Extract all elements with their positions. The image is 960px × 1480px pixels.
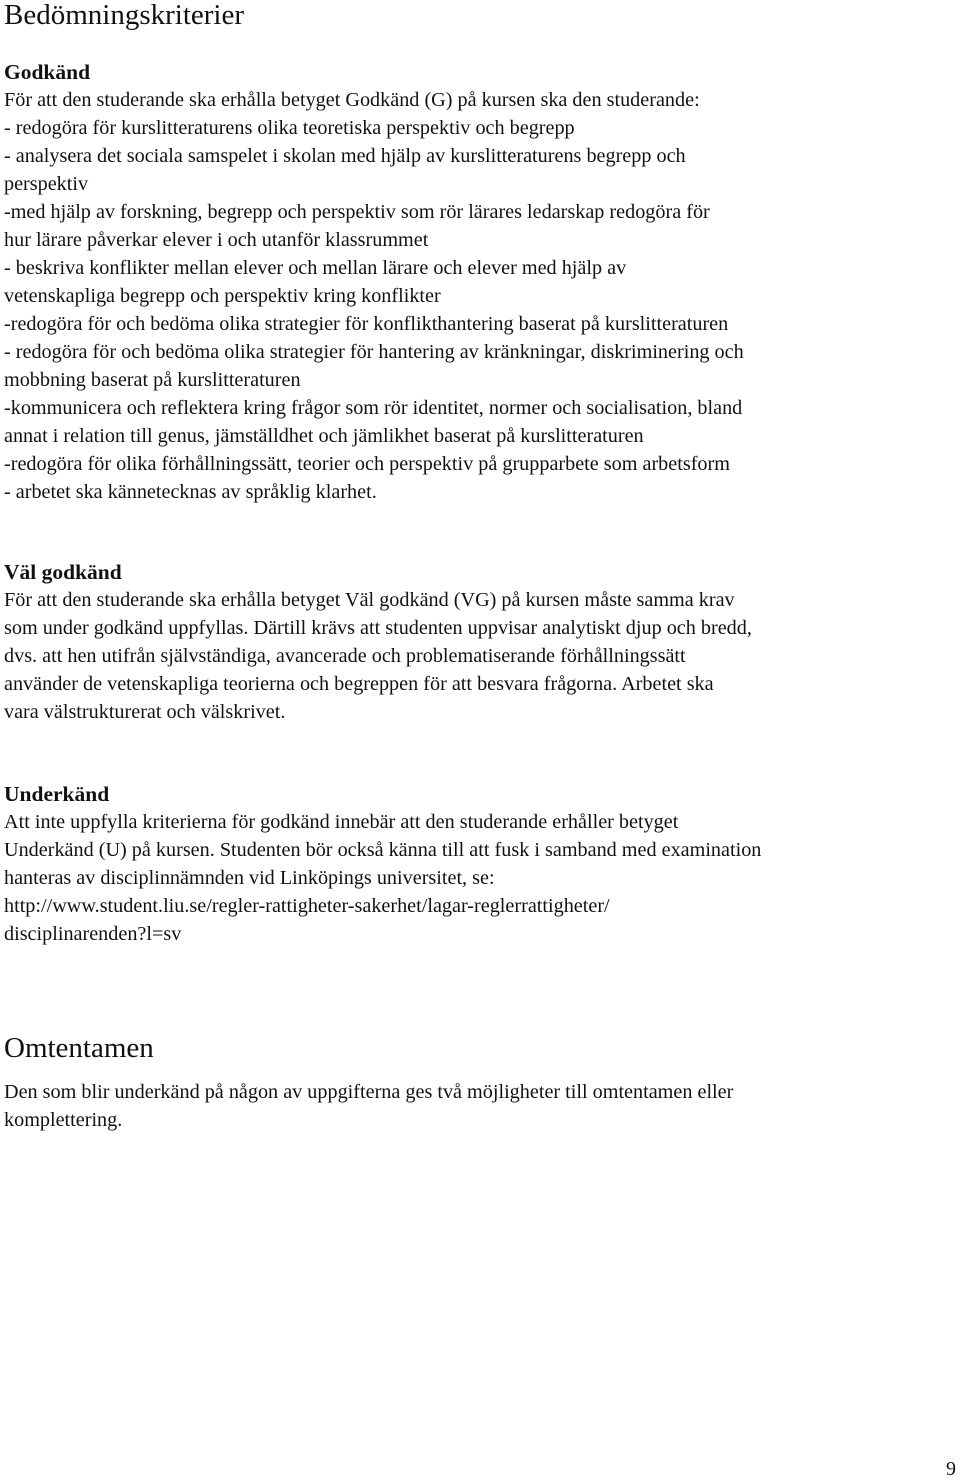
- text-line: hanteras av disciplinnämnden vid Linköpings universitet, se:: [4, 867, 495, 889]
- disciplinary-link[interactable]: http://www.student.liu.se/regler-rattigheter-sakerhet/lagar-reglerrattigheter/: [4, 895, 610, 917]
- text-line: -med hjälp av forskning, begrepp och perspektiv som rör lärares ledarskap redogöra för: [4, 201, 710, 223]
- text-line: som under godkänd uppfyllas. Därtill krävs att studenten uppvisar analytiskt djup och bredd,: [4, 617, 752, 639]
- text-line: - analysera det sociala samspelet i skolan med hjälp av kurslitteraturens begrepp och: [4, 145, 686, 167]
- text-line: -redogöra för och bedöma olika strategier för konflikthantering baserat på kurslitteraturen: [4, 313, 729, 335]
- text-line: vetenskapliga begrepp och perspektiv kring konflikter: [4, 285, 441, 307]
- omtentamen-heading: Omtentamen: [4, 1032, 154, 1064]
- disciplinary-link[interactable]: disciplinarenden?l=sv: [4, 923, 182, 945]
- text-line: Att inte uppfylla kriterierna för godkänd innebär att den studerande erhåller betyget: [4, 811, 679, 833]
- text-line: - beskriva konflikter mellan elever och mellan lärare och elever med hjälp av: [4, 257, 627, 279]
- text-line: Den som blir underkänd på någon av uppgifterna ges två möjligheter till omtentamen eller: [4, 1081, 734, 1103]
- text-line: För att den studerande ska erhålla betyget Godkänd (G) på kursen ska den studerande:: [4, 89, 700, 111]
- text-line: dvs. att hen utifrån självständiga, avancerade och problematiserande förhållningssätt: [4, 645, 686, 667]
- omtentamen-text: [4, 1078, 956, 1134]
- val-godkand-criteria: [4, 586, 956, 726]
- val-godkand-heading: Väl godkänd: [4, 560, 122, 584]
- underkand-heading: Underkänd: [4, 782, 110, 806]
- text-line: mobbning baserat på kurslitteraturen: [4, 369, 301, 391]
- text-line: - arbetet ska kännetecknas av språklig klarhet.: [4, 481, 377, 503]
- text-line: -redogöra för olika förhållningssätt, teorier och perspektiv på grupparbete som arbetsform: [4, 453, 730, 475]
- text-line: - redogöra för kurslitteraturens olika teoretiska perspektiv och begrepp: [4, 117, 575, 139]
- text-line: För att den studerande ska erhålla betyget Väl godkänd (VG) på kursen måste samma krav: [4, 589, 735, 611]
- page-title: Bedömningskriterier: [4, 0, 245, 31]
- text-line: vara välstrukturerat och välskrivet.: [4, 701, 286, 723]
- text-line: hur lärare påverkar elever i och utanför klassrummet: [4, 229, 429, 251]
- page-number: 9: [946, 1458, 956, 1480]
- text-line: Underkänd (U) på kursen. Studenten bör också känna till att fusk i samband med examination: [4, 839, 762, 861]
- godkand-heading: Godkänd: [4, 60, 91, 84]
- text-line: använder de vetenskapliga teorierna och begreppen för att besvara frågorna. Arbetet ska: [4, 673, 714, 695]
- godkand-criteria: [4, 86, 956, 506]
- text-line: komplettering.: [4, 1109, 123, 1131]
- text-line: - redogöra för och bedöma olika strategier för hantering av kränkningar, diskriminering och: [4, 341, 744, 363]
- text-line: -kommunicera och reflektera kring frågor som rör identitet, normer och socialisation, bland: [4, 397, 743, 419]
- text-line: perspektiv: [4, 173, 89, 195]
- underkand-criteria: [4, 808, 956, 948]
- text-line: annat i relation till genus, jämställdhet och jämlikhet baserat på kurslitteraturen: [4, 425, 644, 447]
